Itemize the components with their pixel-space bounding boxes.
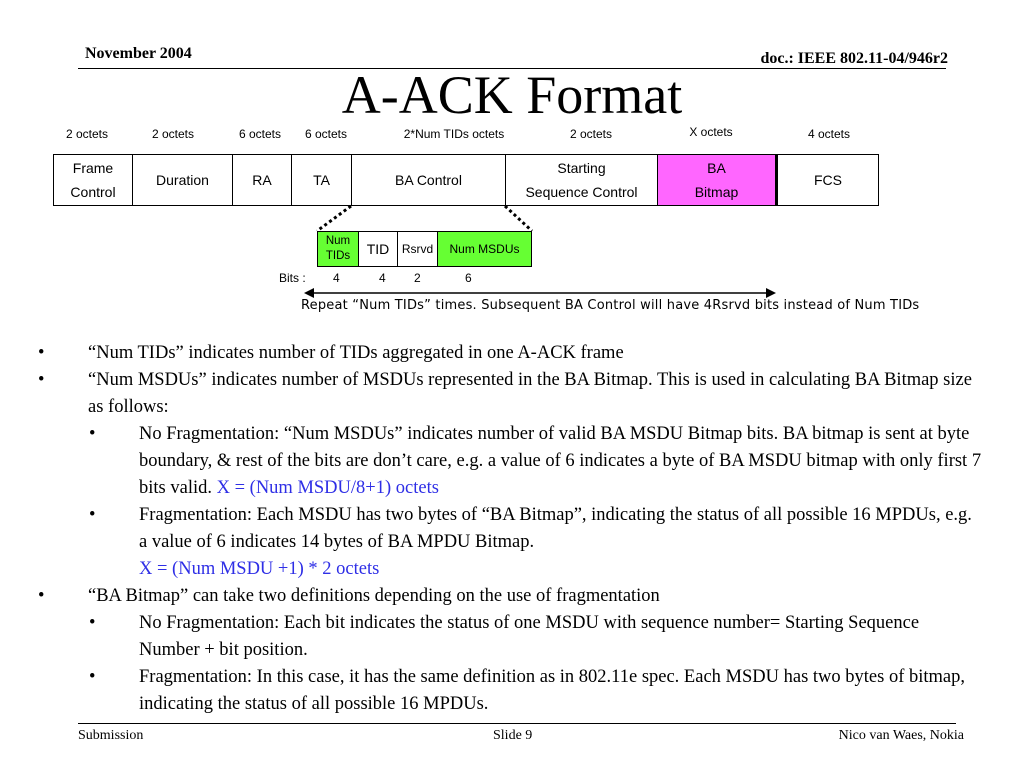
- octets-frame-control: 2 octets: [65, 127, 109, 141]
- footer-divider: [78, 723, 956, 724]
- field-starting-sequence-control: Starting Sequence Control: [505, 154, 658, 206]
- octets-ba-bitmap: X octets: [689, 125, 733, 139]
- repeat-note: Repeat “Num TIDs” times. Subsequent BA Control will have 4Rsrvd bits instead of Num TIDs: [301, 298, 920, 313]
- field-ba-bitmap: BA Bitmap: [657, 154, 778, 206]
- bullet-ba-bitmap: • “BA Bitmap” can take two definitions depending on the use of fragmentation: [0, 583, 1024, 610]
- repeat-arrow-right-head: [766, 288, 776, 298]
- bits-num-msdus: 6: [465, 271, 472, 285]
- field-frame-control: Frame Control: [53, 154, 133, 206]
- subfield-num-msdus: Num MSDUs: [437, 231, 532, 267]
- subbullet-fragmentation-bitmap: • Fragmentation: In this case, it has the same definition as in 802.11e spec. Each MSDU has two bytes of bitmap, indicating the status of all possible 16 MPDUs.: [0, 664, 1024, 718]
- bits-tid: 4: [379, 271, 386, 285]
- bits-rsrvd: 2: [414, 271, 421, 285]
- bullet-num-msdus: • “Num MSDUs” indicates number of MSDUs represented in the BA Bitmap. This is used in calculating BA Bitmap size as follows:: [0, 367, 1024, 421]
- field-ta: TA: [291, 154, 352, 206]
- bits-num-tids: 4: [333, 271, 340, 285]
- octets-ra: 6 octets: [238, 127, 282, 141]
- bits-label: Bits :: [279, 271, 306, 285]
- field-fcs: FCS: [777, 154, 879, 206]
- subbullet-fragmentation-msdus: • Fragmentation: Each MSDU has two bytes of “BA Bitmap”, indicating the status of all possible 16 MPDUs, e.g. a value of 6 indicates 14 bytes of BA MPDU Bitmap. X = (Num MSDU +1) * 2 octets: [0, 502, 1024, 583]
- subfield-rsrvd: Rsrvd: [397, 231, 438, 267]
- header-date: November 2004: [85, 45, 192, 62]
- footer-author: Nico van Waes, Nokia: [838, 728, 964, 743]
- repeat-arrow-left-head: [304, 288, 314, 298]
- footer-slide-number: Slide 9: [493, 728, 533, 743]
- octets-duration: 2 octets: [151, 127, 195, 141]
- subfield-num-tids: Num TIDs: [317, 231, 359, 267]
- footer-submission: Submission: [78, 728, 144, 743]
- octets-ta: 6 octets: [304, 127, 348, 141]
- bullet-list: [0, 340, 1024, 718]
- header-doc-id: doc.: IEEE 802.11-04/946r2: [760, 50, 948, 67]
- octets-ba-control: 2*Num TIDs octets: [403, 127, 505, 141]
- formula-fragmentation: X = (Num MSDU +1) * 2 octets: [139, 559, 380, 579]
- field-ra: RA: [232, 154, 292, 206]
- subfield-tid: TID: [358, 231, 398, 267]
- slide-title: A-ACK Format: [341, 65, 683, 125]
- subbullet-no-fragmentation-msdus: • No Fragmentation: “Num MSDUs” indicates number of valid BA MSDU Bitmap bits. BA bitmap is sent at byte boundary, & rest of the bits are don’t care, e.g. a value of 6 indicates a byte of BA MSDU bitmap with only first 7 bits valid. X = (Num MSDU/8+1) octets: [0, 421, 1024, 502]
- bullet-num-tids: • “Num TIDs” indicates number of TIDs aggregated in one A-ACK frame: [0, 340, 1024, 367]
- expansion-lines: [0, 0, 1024, 330]
- field-ba-control: BA Control: [351, 154, 506, 206]
- octets-starting-seq: 2 octets: [569, 127, 613, 141]
- octets-fcs: 4 octets: [807, 127, 851, 141]
- field-duration: Duration: [132, 154, 233, 206]
- subbullet-no-fragmentation-bitmap: • No Fragmentation: Each bit indicates the status of one MSDU with sequence number= Starting Sequence Number + bit position.: [0, 610, 1024, 664]
- formula-no-fragmentation: X = (Num MSDU/8+1) octets: [216, 478, 439, 498]
